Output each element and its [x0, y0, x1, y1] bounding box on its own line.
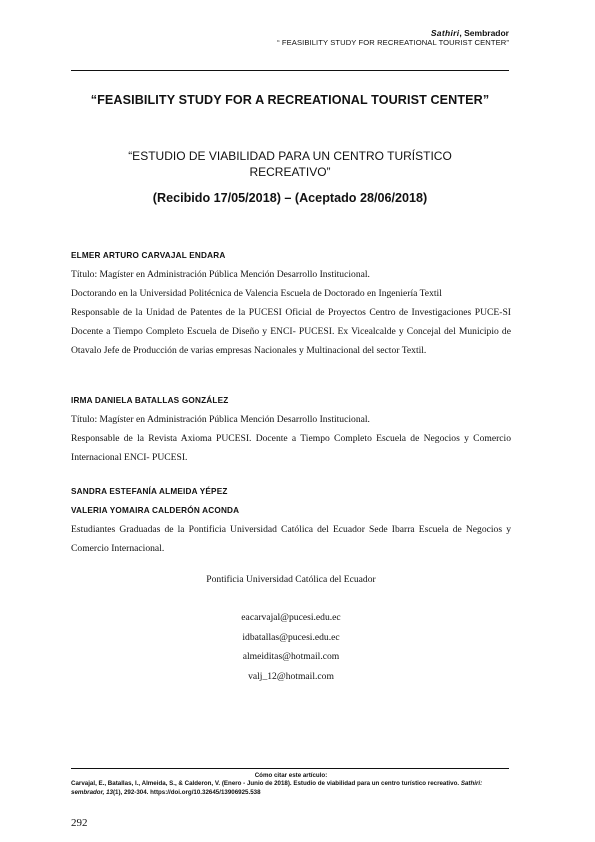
author-detail-line: Título: Magíster en Administración Pública Mención Desarrollo Institucional.: [71, 414, 370, 425]
author-detail-line: Título: Magíster en Administración Pública Mención Desarrollo Institucional.: [71, 269, 370, 280]
received-accepted-dates: (Recibido 17/05/2018) – (Aceptado 28/06/2018): [152, 191, 428, 205]
affiliation: Pontificia Universidad Católica del Ecuador: [206, 574, 376, 585]
email-list: [71, 608, 511, 686]
article-title-english: “FEASIBILITY STUDY FOR A RECREATIONAL TOURIST CENTER”: [90, 93, 490, 107]
citation-text: [71, 780, 511, 797]
email-link[interactable]: eacarvajal@pucesi.edu.ec: [241, 612, 341, 623]
journal-name: [277, 28, 509, 38]
author-detail-line: Doctorando en la Universidad Politécnica de Valencia Escuela de Doctorado en Ingeniería Textil: [71, 288, 442, 299]
email-link[interactable]: idbatallas@pucesi.edu.ec: [242, 631, 340, 643]
page-number: 292: [71, 817, 88, 829]
article-title-spanish: “ESTUDIO DE VIABILIDAD PARA UN CENTRO TURÍSTICO RECREATIVO”: [128, 149, 452, 179]
citation-text-start: Carvajal, E., Batallas, I., Almeida, S., & Calderon, V. (Enero - Junio de 2018). Estudio de viabilidad para un centro turístico recreativo.: [71, 780, 461, 788]
citation-block: [71, 772, 511, 797]
author-name: SANDRA ESTEFANÍA ALMEIDA YÉPEZ: [71, 487, 228, 496]
author-name: VALERIA YOMAIRA CALDERÓN ACONDA: [71, 506, 240, 515]
header-divider: [71, 70, 509, 71]
citation-journal: Sathiri: sembrador, 13: [71, 780, 483, 796]
running-title: “ FEASIBILITY STUDY FOR RECREATIONAL TOURIST CENTER”: [277, 38, 509, 47]
email-link[interactable]: almeiditas@hotmail.com: [242, 651, 340, 662]
journal-name-italic: Sathiri: [430, 28, 460, 38]
author-block-students: [71, 482, 511, 558]
author-detail-line: Estudiantes Graduadas de la Pontificia Universidad Católica del Ecuador Sede Ibarra Escuela de Negocios y Comercio Internacional.: [71, 524, 511, 554]
author-block-2: [71, 391, 511, 467]
footer-divider: [71, 768, 509, 769]
email-link[interactable]: valj_12@hotmail.com: [248, 670, 334, 682]
journal-name-rest: , Sembrador: [459, 28, 509, 38]
citation-doi[interactable]: (1), 292-304. https://doi.org/10.32645/13906925.538: [112, 788, 261, 796]
author-detail-line: Responsable de la Unidad de Patentes de la PUCESI Oficial de Proyectos Centro de Investigaciones PUCE-SI Docente a Tiempo Completo Escuela de Diseño y ENCI- PUCESI. Ex Vicealcalde y Concejal del Municipio de Otavalo Jefe de Producción de varias empresas Nacionales y Multinacional del sector Textil.: [71, 307, 511, 356]
author-name: IRMA DANIELA BATALLAS GONZÁLEZ: [71, 396, 229, 405]
citation-heading: Cómo citar este artículo:: [254, 772, 328, 779]
author-detail-line: Responsable de la Revista Axioma PUCESI. Docente a Tiempo Completo Escuela de Negocios y Comercio Internacional ENCI- PUCESI.: [71, 433, 511, 463]
running-header: [277, 28, 509, 48]
author-block-1: [71, 246, 511, 360]
author-name: ELMER ARTURO CARVAJAL ENDARA: [71, 251, 226, 260]
